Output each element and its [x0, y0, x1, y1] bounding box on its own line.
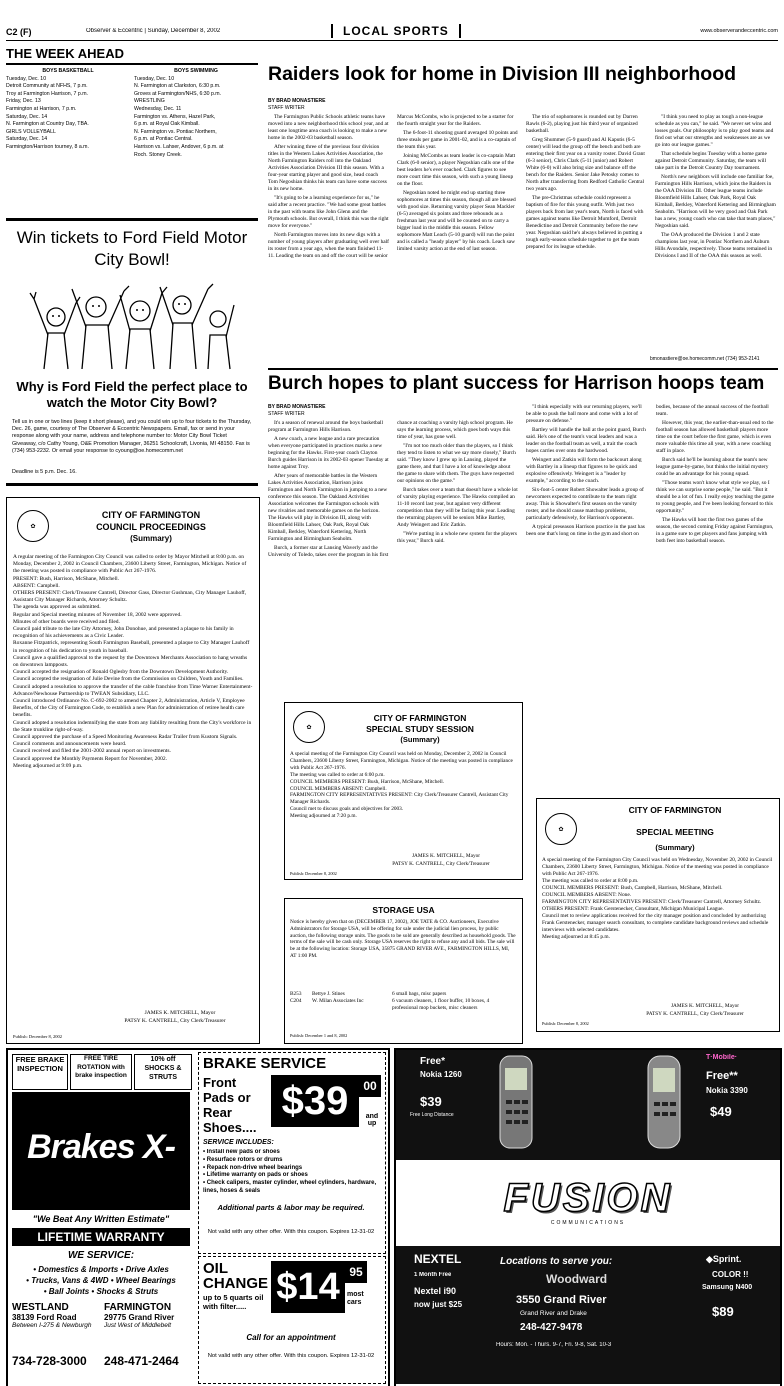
notice3-publish: Publish: December 8, 2002 [542, 1021, 589, 1026]
list-item: A special meeting of the Farmington City Council was held on Wednesday, November 20, 2002 in Council Chambers, 23600 Liberty Street, Farmington, Michigan. Notice of the meeting was posted in compliance with Public Act 267-1976. [542, 857, 773, 877]
contest-question: Why is Ford Field the perfect place to watch the Motor City Bowl? [16, 379, 248, 410]
oil-price: $14 [271, 1261, 345, 1313]
storage-usa-notice [284, 898, 523, 1044]
list-item: • Resurface rotors or drums [203, 1156, 283, 1163]
list-item: • Repack non-drive wheel bearings [203, 1164, 303, 1171]
list-item: GIRLS VOLLEYBALL [6, 128, 56, 135]
sprint-price: $89 [712, 1304, 734, 1319]
notice1-sig1: JAMES K. MITCHELL, Mayor [144, 1010, 216, 1016]
page-header [6, 24, 778, 41]
offer2-free: Free** [706, 1070, 738, 1082]
list-item: A regular meeting of the Farmington City Council was called to order by Mayor Mitchell at 8:00 p.m. on Monday, December 2, 2002 in Council Chambers, 23600 Liberty Street, Farmington, Michigan. Notice of the meeting was posted in compliance with Public Act 267-1976. [13, 554, 247, 575]
list-item: N. Farmington at Clarkston, 6:30 p.m. [134, 83, 221, 90]
story2-columns-b [526, 404, 778, 794]
list-item: Council accepted the resignation of Ronald Oglesby from the Downtown Development Authority. [13, 669, 229, 676]
story-paragraph: The 6-foot-11 shooting guard averaged 10 points and three steals per game in 2001-02, and is a co-captain of the team this year. [397, 130, 518, 150]
list-item: Tuesday, Dec. 10 [6, 75, 47, 82]
unit-goods: 6 vacuum cleaners, 1 floor buffer, 10 boxes, 4 professional mop buckets, misc cleaners [392, 997, 490, 1011]
story-paragraph: It's a season of renewal around the boys basketball program at Farmington Hills Harrison. [268, 420, 384, 433]
list-item: 6 p.m. at Royal Oak Kimball. [134, 121, 200, 128]
list-item: PRESENT: Bush, Harrison, McShane, Mitchell. [13, 575, 120, 582]
fusion-top-strip [396, 1050, 780, 1160]
week-ahead-right [134, 68, 258, 159]
unit-id: C204 [290, 997, 302, 1004]
contest-box [6, 218, 258, 486]
brake-service-title: BRAKE SERVICE [203, 1055, 327, 1072]
special-study-notice [284, 702, 523, 880]
story2-byline-role: STAFF WRITER [268, 411, 305, 417]
fusion-logo-sub: COMMUNICATIONS [550, 1220, 626, 1226]
list-item: Farmington at Harrison, 7 p.m. [6, 105, 77, 112]
nextel-phone: Nextel i90 [414, 1286, 457, 1296]
fusion-loc-phone[interactable]: 248-427-9478 [520, 1322, 583, 1333]
fusion-locations: Locations to serve you: [500, 1256, 613, 1267]
list-item: • Install new pads or shoes [203, 1149, 280, 1155]
story-paragraph: The pre-Christmas schedule could represent a baptism of fire for this young outfit. With just two players back from last year's team, North is faced with games against teams like Detroit Mumford, Detroit Benedictine and Detroit Community before the new year. Negoshian said he's always believed in putting a tough early-season schedule together to get the team prepared for its league schedule. [526, 195, 644, 250]
list-item: Council gave a qualified approval to the request by the Downtown Merchants Association to hang wreaths on downtown lampposts. [13, 654, 248, 669]
story-paragraph: The OAA produced the Division 1 and 2 state champions last year, in Pontiac Northern and Auburn Hills Avondale, respectively. Those teams remained in Divisions I and II of the OAA this season as well. [655, 232, 773, 259]
notice2-publish: Publish: December 8, 2002 [290, 871, 337, 876]
brakes-xpress-logo [12, 1092, 190, 1210]
list-item: COUNCIL MEMBERS ABSENT: Campbell. [290, 785, 387, 792]
week-ahead-left-lines [6, 76, 130, 152]
fusion-bottom-strip [396, 1246, 780, 1384]
loc1-name: WESTLAND [12, 1302, 69, 1313]
week-ahead-left-heading: BOYS BASKETBALL [42, 68, 94, 74]
brakes-left-panel [8, 1050, 194, 1384]
brake-price: $39 [271, 1075, 359, 1127]
notice3-summary: (Summary) [655, 843, 695, 852]
list-item: Troy at Farmington Harrison, 7 p.m. [6, 90, 88, 97]
brake-not-valid: Not valid with any other offer. With this coupon. Expires 12-31-02 [207, 1229, 375, 1235]
sprint-logo: ◆Sprint. [706, 1254, 742, 1264]
storage-publish: Publish: December 1 and 8, 2002 [290, 1033, 348, 1038]
loc2-phone[interactable]: 248-471-2464 [104, 1354, 179, 1368]
notice3-subtitle: SPECIAL MEETING [636, 827, 714, 837]
week-ahead-right-lines [134, 76, 258, 160]
list-item: Meeting adjourned at 9:09 p.m. [13, 762, 83, 769]
story-paragraph: Six-foot-5 center Robert Showalter leads a group of newcomers expected to contribute to the team right away. This is Showalter's first season on the varsity roster, and he should cause matchup problems, particularly defensively, for Harrison's opponents. [526, 487, 644, 521]
list-item: Council approved the purchase of a Speed Monitoring Awareness Radar Trailer from Kustom Signals. [13, 734, 238, 741]
list-item: OTHERS PRESENT: Clerk/Treasurer Cantrell, Director Gass, Director Gushman, City Manager Lauhoff, Assistant City Manager Richards, Attorney Schultz. [13, 590, 247, 604]
list-item: Council met to review applications received for the city manager position and concluded by authorizing Frank Gerstenecker, manager search consultant, to complete candidate background reviews and schedule interviews with selected candidates. [542, 913, 769, 933]
list-item: N. Farmington at Country Day, TBA. [6, 121, 89, 128]
storage-title: STORAGE USA [372, 905, 435, 915]
list-item: Council adopted a resolution to approve the transfer of the cable franchise from Time Warner Entertainment-Advance/Newhouse Partnership to TWEAN Subsidiary, LLC. [13, 683, 253, 697]
service-lines [12, 1264, 190, 1297]
list-item: • Check calipers, master cylinder, wheel cylinders, hardware, lines, hoses & seals [203, 1180, 377, 1194]
offer1-price: $39 [420, 1094, 442, 1109]
story1-body [268, 98, 776, 354]
oil-most-cars: most cars [347, 1291, 364, 1306]
list-item: 6 p.m. at Pontiac Central. [134, 136, 193, 143]
story-paragraph: Burch said he'll be learning about the team's new league game-by-game, but thinks the initial mystery could be an advantage for his young squad. [656, 457, 769, 477]
unit-name: Bettye J. Stines [312, 991, 345, 997]
fusion-logo [456, 1176, 720, 1236]
site-url[interactable]: www.observerandeccentric.com [700, 28, 778, 34]
additional-parts: Additional parts & labor may be required. [217, 1203, 365, 1212]
story-paragraph: "We're putting in a whole new system for the players this year," Burch said. [397, 531, 517, 544]
story-paragraph: That schedule begins Tuesday with a home game against Detroit Community. Saturday, the team will take part in the Detroit Country Day tournament. [655, 151, 767, 171]
list-item: COUNCIL MEMBERS PRESENT: Bush, Harrison, McShane, Mitchell. [290, 778, 445, 785]
story-paragraph: The Farmington Public Schools athletic teams have moved into a new neighborhood this school year, and at least one longtime area coach is looking to make a new home in the 2002-03 basketball season. [268, 114, 389, 141]
unit-id: B253 [290, 991, 302, 997]
tmobile-logo: T·Mobile· [706, 1054, 738, 1061]
storage-body: Notice is hereby given that on (DECEMBER 17, 2002), JOE TATE & CO. Auctioneers, Executive Administrators for Storage USA, will be offering for sale under the judicial lien process, by public auction, the following storage units. The goods to be sold are generally described as household goods. The terms of the sale will be cash only. Storage USA reserves the right to refuse any and all bids. The sale will be at the following location: Storage USA, 35875 GRAND RIVER AVE., FARMINGTON HILLS, MI, AT 1:00 PM. [290, 919, 516, 959]
sprint-phone: Samsung N400 [702, 1284, 753, 1291]
story-divider [268, 368, 778, 370]
list-item: Tuesday, Dec. 10 [134, 75, 175, 82]
story-paragraph: "I think you need to play as tough a non-league schedule as you can," he said. "We never set wins and losses goals. Our philosophy is to play good teams and find out what our strengths and weaknesses are as we go into our league games." [655, 114, 774, 148]
fusion-loc-cross: Grand River and Drake [520, 1310, 587, 1317]
list-item: Council approved the Monthly Payments Report for November, 2002. [13, 755, 168, 762]
cell-phone-icon [644, 1054, 684, 1152]
story1-columns [268, 114, 776, 354]
fusion-loc-addr: 3550 Grand River [516, 1294, 607, 1306]
notice3-sig1: JAMES K. MITCHELL, Mayor [670, 1003, 740, 1009]
notice1-publish: Publish: December 8, 2002 [13, 1034, 62, 1039]
city-seal-icon: ✿ [293, 711, 325, 743]
list-item: • Lifetime warranty on pads or shoes [203, 1172, 308, 1179]
list-item: WRESTLING [134, 98, 165, 105]
story2-byline: BY BRAD MONASTIERE [268, 404, 326, 410]
story-paragraph: North Farmington moves into its new digs with a number of young players after graduating well over half its roster from a year ago, when the team finished 11-11. Leading the team on and off the court will be senior Marcus McCombs, who is projected to be a starter for the fourth straight year for the Raiders. [268, 114, 514, 259]
notice2-sig1: JAMES K. MITCHELL, Mayor [411, 853, 481, 859]
section-title: LOCAL SPORTS [331, 24, 461, 38]
list-item: COUNCIL MEMBERS PRESENT: Bush, Campbell, Harrison, McShane, Mitchell. [542, 885, 723, 891]
week-ahead-title: THE WEEK AHEAD [6, 46, 258, 65]
list-item: Farmington vs. Athens, Hazel Park, [134, 113, 216, 120]
week-ahead [6, 46, 258, 196]
story-paragraph: Burch takes over a team that doesn't have a whole lot of varsity playing experience. The Hawks compiled an 11-10 record last year, but against very different competition than they will be facing this year. Leading the returning players will be seniors Mike Bartley, Andy Weingert and Eric Zatkin. [397, 487, 518, 528]
list-item: Saturday, Dec. 14 [6, 113, 48, 120]
storage-unit-row [290, 991, 516, 998]
loc2-addr: 29775 Grand River [104, 1313, 175, 1322]
cell-phone-icon [496, 1054, 536, 1152]
list-item: Meeting adjourned at 8:45 p.m. [542, 934, 610, 940]
brake-and-up: and up [365, 1113, 379, 1127]
list-item: FARMINGTON CITY REPRESENTATIVES PRESENT: Clerk/Treasurer Cantrell, Attorney Schultz. [542, 899, 762, 905]
offer1-phone: Nokia 1260 [420, 1070, 462, 1079]
list-item: OTHERS PRESENT: Frank Gerstenecker, Consultant, Michigan Municipal League. [542, 906, 724, 912]
notice2-summary: (Summary) [400, 735, 440, 744]
list-item: Farmington/Harrison tourney, 8 a.m. [6, 143, 89, 150]
loc1-addr: 38139 Ford Road [12, 1313, 77, 1322]
list-item: COUNCIL MEMBERS ABSENT: None. [542, 892, 632, 898]
notice2-lines [290, 751, 516, 820]
oil-price-cents: 95 [345, 1261, 367, 1283]
page-number: C2 (F) [6, 27, 32, 37]
contest-headline: Win tickets to Ford Field Motor City Bowl! [16, 228, 248, 269]
offer2-phone: Nokia 3390 [706, 1086, 748, 1095]
list-item: • Ball Joints • Shocks & Struts [43, 1287, 159, 1296]
story1-contact[interactable]: bmonastiere@oe.homecomm.net (734) 953-2141 [650, 356, 760, 362]
oil-change-coupon[interactable] [198, 1256, 386, 1384]
story1-headline: Raiders look for home in Division III neighborhood [268, 63, 737, 85]
list-item: Meeting adjourned at 7:20 p.m. [290, 813, 357, 820]
list-item: The meeting was called to order at 6:00 p.m. [290, 771, 385, 778]
list-item: Saturday, Dec. 14 [6, 136, 48, 143]
notice3-sig2: PATSY K. CANTRELL, City Clerk/Treasurer [646, 1011, 744, 1017]
fusion-loc-street: Woodward [546, 1272, 608, 1286]
includes-title: SERVICE INCLUDES: [203, 1139, 274, 1146]
special-meeting-notice [536, 798, 780, 1032]
coupon-free-brake[interactable]: FREE BRAKE INSPECTION [12, 1054, 68, 1090]
story1-byline-role: STAFF WRITER [268, 105, 305, 111]
sprint-color: COLOR !! [712, 1270, 749, 1279]
notice3-title: CITY OF FARMINGTON [628, 805, 722, 815]
fusion-communications-ad [394, 1048, 782, 1386]
list-item: • Domestics & Imports • Drive Axles [33, 1265, 169, 1274]
brakes-xpress-ad [6, 1048, 390, 1386]
notice2-title: CITY OF FARMINGTON [373, 713, 467, 723]
notice1-subtitle: COUNCIL PROCEEDINGS [96, 522, 206, 532]
story-paragraph: Joining McCombs as team leader is co-captain Matt Clark (6-0 senior), a player Negoshian calls one of the best leaders he's ever coached. Clark figures to see more court time this season, with such a young lineup on the floor. [397, 153, 516, 187]
notice3-lines [542, 857, 774, 941]
story1-byline: BY BRAD MONASTIERE [268, 98, 326, 104]
list-item: Council adopted a resolution indemnifying the state from any liability resulting from the City's workforce in the State trunkline right-of-way. [13, 719, 252, 733]
list-item: Council met to discuss goals and objectives for 2003. [290, 806, 404, 813]
list-item: ABSENT: Campbell. [13, 582, 60, 589]
story-paragraph: The Hawks will host the first two games of the season, the second coming Friday against Farmington, in a game sure to get players and fans jumping with both feet into basketball season. [656, 517, 774, 544]
story-paragraph: After years of memorable battles in the Western Lakes Activities Association, Harrison joins Farmington and North Farmington in jumping to a new conference this season. The Oakland Activities Association welcomes the Farmington schools with new rivalries and memorable games on the horizon. The Hawks will play in Division III, along with Bloomfield Hills Lahser, Oak Park, Royal Oak Kimball, Berkley, Waterford Kettering, North Farmington and Birmingham Seaholm. [268, 473, 388, 542]
list-item: Council received and filed the 2001-2002 annual report on investments. [13, 748, 171, 755]
notice1-title: CITY OF FARMINGTON [101, 510, 201, 520]
brake-price-cents: 00 [359, 1075, 381, 1097]
list-item: Council accepted the resignation of Julie Devine from the Commission on Children, Youth and Families. [13, 676, 244, 683]
notice2-subtitle: SPECIAL STUDY SESSION [366, 724, 474, 734]
oil-call: Call for an appointment [246, 1333, 336, 1342]
westland-location [12, 1302, 100, 1329]
loc1-phone[interactable]: 734-728-3000 [12, 1354, 87, 1368]
offer1-free-ld: Free Long Distance [410, 1112, 454, 1118]
contest-deadline: Deadline is 5 p.m. Dec. 16. [12, 469, 77, 475]
fusion-hours: Hours: Mon. - Thurs. 9-7, Fri. 9-8, Sat. 10-3 [496, 1342, 612, 1348]
list-item: Council paid tribute to the late City Attorney, John Donohue, and presented a plaque to his family in recognition of his achievements as a Civic Leader. [13, 626, 234, 640]
nextel-sub: 1 Month Free [414, 1272, 452, 1278]
loc2-name: FARMINGTON [104, 1302, 172, 1313]
we-service-heading: WE SERVICE: [67, 1250, 135, 1261]
story-paragraph: "I think especially with our returning players, we'll be able to push the ball more and come with a lot of pressure on defense." [526, 404, 642, 424]
list-item: Roch. Stoney Creek. [134, 151, 182, 158]
includes-list [203, 1149, 379, 1196]
story-paragraph: "It's going to be a learning experience for us," he said after a recent practice. "We had some great battles in the past with teams like John Glenn and the Plymouth schools. But overall, I think this was the right move for everyone." [268, 195, 389, 229]
list-item: Council comments and announcements were heard. [13, 741, 127, 748]
loc1-cross: Between I-275 & Newburgh [12, 1322, 92, 1329]
list-item: A special meeting of the Farmington City Council was held on Monday, December 2, 2002 in Council Chambers, 23600 Liberty Street, Farmington, Michigan. Notice of the meeting was posted in compliance with Public Act 267-1976. [290, 751, 513, 771]
list-item: Wednesday, Dec. 11 [134, 105, 182, 112]
story2-columns-a [268, 420, 518, 700]
list-item: Harrison vs. Lahser, Andover, 6 p.m. at [134, 143, 224, 150]
nextel-price: now just $25 [414, 1300, 463, 1309]
story-paragraph: "I'm not too much older than the players, so I think they tend to listen to what we say more closely," Burch said. "They know I grew up in Lansing, played the game there, and that I have a lot of knowledge about the game to share with them. The guys have respected our opinions on the game." [397, 443, 516, 484]
fusion-logo-text: FUSION [503, 1176, 673, 1220]
brake-service-copy: Front Pads or Rear Shoes.... [203, 1075, 257, 1135]
contest-body: Tell us in one or two lines (keep it short please), and you could win up to four tickets to the Thursday, Dec. 26, game, courtesy of The Observer & Eccentric Newspapers. Email, fax or send in your response along with your name, address and telephone number to: Motor City Bowl Ticket Giveaway, c/o Cathy Young, O&E Promotion Manager, 36251 Schoolcraft, Livonia, MI 48150. Fax is (734) 953-2232. Or email your response to cyoung@oe.homecomm.net [12, 419, 252, 454]
offer1-free: Free* [420, 1056, 446, 1067]
story-paragraph: A typical preseason Harrison practice in the past has been one that's long on time in the gym and short on bodies, because of the annual success of the football team. [526, 404, 769, 537]
story-paragraph: However, this year, the earlier-than-usual end to the football season has allowed basketball players more time on the court before the first game, which is even more valuable this time all year, with a new coaching staff in place. [656, 420, 774, 454]
farmington-location [104, 1302, 192, 1329]
week-ahead-left [6, 68, 130, 152]
oil-not-valid: Not valid with any other offer. With this coupon. Expires 12-31-02 [207, 1353, 375, 1359]
list-item: Groves at Farmington/NHS, 6:30 p.m. [134, 90, 222, 97]
story-paragraph: Negoshian noted he might end up starting three sophomores at times this season, though all are blessed with good size. Returning varsity player Sean Mackler (6-5) averaged six points and three rebounds as a freshman last year and will be counted on to carry a bigger load in the middle this season. Fellow sophomore Matt Leach (5-10 guard) will run the point and is called a "heady player" by his coach. Leach saw limited varsity action at the end of last season. [397, 190, 516, 252]
story-paragraph: After winning three of the previous four division titles in the Western Lakes Activities Association, the North Farmington Raiders roll into the Oakland Activities Association Division III this season. With a four-year starting player and good size, head coach Tom Negoshian thinks his team can have some success in its new home. [268, 144, 387, 192]
list-item: • Trucks, Vans & 4WD • Wheel Bearings [26, 1276, 176, 1285]
list-item: Detroit Community at NFHS, 7 p.m. [6, 83, 88, 90]
oil-title: OIL CHANGE [203, 1261, 269, 1291]
coupon-shocks[interactable]: 10% off SHOCKS & STRUTS [134, 1054, 192, 1090]
storage-unit-row [290, 998, 516, 1012]
notice1-sig2: PATSY K. CANTRELL, City Clerk/Treasurer [124, 1018, 226, 1024]
week-ahead-right-heading: BOYS SWIMMING [174, 68, 218, 74]
loc2-cross: Just West of Middlebelt [104, 1322, 172, 1329]
nextel-logo: NEXTEL [414, 1252, 462, 1266]
story-paragraph: Greg Shummer (5-9 guard) and Al Kaputis (6-5 center) will lead the group off the bench and both are entering their first year on a varsity roster. David Grant (6-3 senior), Chris Clark (5-11 junior) and Robert White (6-0) will also bring size and balance off the bench for the Raiders. Senior Jake Petosky comes to North after transferring from Redford Catholic Central two years ago. [526, 137, 645, 192]
list-item: Friday, Dec. 13 [6, 98, 41, 105]
unit-goods: 6 small bags, misc papers [392, 991, 447, 997]
list-item: FARMINGTON CITY REPRESENTATIVES PRESENT: City Clerk/Treasurer Cantrell, Assistant City Manager Richards. [290, 792, 509, 806]
lifetime-warranty: LIFETIME WARRANTY [12, 1228, 190, 1246]
list-item: Regular and Special meeting minutes of November 18, 2002 were approved. [13, 611, 182, 618]
council-proceedings-notice [6, 497, 260, 1044]
notice2-sig2: PATSY K. CANTRELL, City Clerk/Treasurer [392, 861, 490, 867]
notice1-lines [13, 554, 253, 770]
story-paragraph: North's new neighbors will include one familiar foe, Farmington Hills Harrison, which joins the Raiders in the OAA Division III. Other league teams include Bloomfield Hills Lahser, Oak Park, Royal Oak Kimball, Berkley, Waterford Kettering and Birmingham Seaholm. "Harrison will be very good and Oak Park has a new, young coach who can take that team places," Negoshian said. [655, 174, 776, 229]
story-paragraph: Bartley will handle the ball at the point guard, Burch said. He's one of the team's vocal leaders and was a leader on the football team as well, a trait the coach hopes carries over onto the hardwood. [526, 427, 646, 454]
list-item: The meeting was called to order at 8:00 p.m. [542, 878, 639, 884]
coupon-free-rotation[interactable]: FREE TIRE ROTATION with brake inspection [70, 1054, 132, 1090]
masthead: Observer & Eccentric | Sunday, December 8, 2002 [86, 28, 221, 34]
fans-cheering-illustration [28, 277, 236, 373]
story-paragraph: "Those teams won't know what style we play, so I think we can surprise some people," he said. "But it should be a lot of fun. I really enjoy teaching the game to young people, and I've been looking forward to this opportunity." [656, 480, 774, 514]
brakes-logo-text: Brakes X- [27, 1128, 175, 1166]
storage-units [290, 991, 516, 1011]
list-item: Minutes of other boards were received and filed. [13, 618, 120, 625]
story-paragraph: A new coach, a new league and a rare precaution when everyone participated in practices marks a new beginning for the Hawks. First-year coach Clayton Burch guides Harrison in its 2002-03 opener Tuesday at home against Troy. [268, 436, 389, 470]
unit-name: W. Milan Associates Inc [312, 997, 364, 1004]
story-paragraph: The trio of sophomores is rounded out by Darren Rawls (6-2), playing just his third year of organized basketball. [526, 114, 638, 134]
brakes-slogan: "We Beat Any Written Estimate" [32, 1214, 170, 1224]
list-item: Roxanne Fitzpatrick, representing South Farmington Baseball, presented a plaque to City Manager Lauhoff in recognition of his dedication to youth in baseball. [13, 640, 250, 654]
story2-headline: Burch hopes to plant success for Harrison hoops team [268, 373, 765, 394]
brake-service-coupon[interactable] [198, 1052, 386, 1254]
oil-copy: up to 5 quarts oil with filter..... [203, 1293, 264, 1311]
story-paragraph: Burch, a former star at Lansing Waverly and the University of Toledo, takes over the program in his first chance at coaching a varsity high school program. He says the learning process, which goes both ways this time of year, has gone well. [268, 420, 513, 558]
list-item: N. Farmington vs. Pontiac Northern, [134, 128, 217, 135]
story-paragraph: Weingert and Zatkin will form the backcourt along with Bartley in a lineup that figures to be quick and explosive offensively. Weingert is a "leader by example," according to the coach. [526, 457, 642, 484]
city-seal-icon: ✿ [545, 813, 577, 845]
offer2-price: $49 [710, 1104, 732, 1119]
city-seal-icon: ✿ [17, 510, 49, 542]
list-item: The agenda was approved as submitted. [13, 604, 101, 611]
notice1-summary: (Summary) [130, 534, 172, 543]
list-item: Council introduced Ordinance No. C-692-2002 to amend Chapter 2, Administration, Article V, Employee Benefits, of the City of Farmington Code, to establish a new Plan for administration of retiree health care benefits. [13, 698, 245, 719]
